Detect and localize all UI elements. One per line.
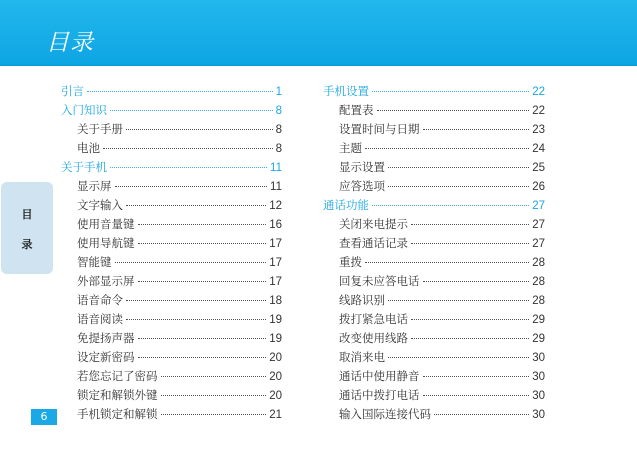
page-title: 目录: [46, 30, 94, 56]
toc-section-entry[interactable]: [323, 234, 545, 253]
toc-entry-label: 线路识别: [339, 293, 385, 307]
dot-leader: [138, 356, 267, 358]
toc-entry-label: 手机锁定和解锁: [77, 407, 158, 421]
dot-leader: [365, 261, 529, 263]
dot-leader: [110, 109, 273, 111]
toc-section-entry[interactable]: [323, 158, 545, 177]
dot-leader: [138, 242, 267, 244]
toc-entry-label: 关于手册: [77, 122, 123, 136]
dot-leader: [434, 413, 529, 415]
toc-entry-page: 20: [269, 390, 282, 402]
toc-entry-page: 26: [532, 181, 545, 193]
toc-entry-label: 通话中拨打电话: [339, 388, 420, 402]
dot-leader: [423, 128, 530, 130]
toc-entry-page: 16: [269, 219, 282, 231]
header-divider: [0, 64, 637, 66]
toc-chapter-entry[interactable]: [61, 158, 282, 177]
dot-leader: [365, 147, 529, 149]
dot-leader: [423, 394, 530, 396]
dot-leader: [161, 413, 267, 415]
toc-entry-page: 12: [269, 200, 282, 212]
toc-entry-label: 回复未应答电话: [339, 274, 420, 288]
toc-section-entry[interactable]: [61, 177, 282, 196]
dot-leader: [411, 318, 529, 320]
dot-leader: [388, 356, 529, 358]
toc-section-entry[interactable]: [61, 196, 282, 215]
toc-entry-page: 1: [275, 86, 282, 98]
toc-entry-label: 文字输入: [77, 198, 123, 212]
dot-leader: [161, 394, 267, 396]
toc-section-entry[interactable]: [323, 139, 545, 158]
toc-section-entry[interactable]: [323, 272, 545, 291]
toc-section-entry[interactable]: [61, 215, 282, 234]
toc-entry-label: 智能键: [77, 255, 112, 269]
side-tab: [1, 182, 53, 274]
toc-entry-page: 19: [269, 314, 282, 326]
toc-section-entry[interactable]: [323, 386, 545, 405]
toc-entry-page: 25: [532, 162, 545, 174]
toc-entry-page: 23: [532, 124, 545, 136]
toc-section-entry[interactable]: [323, 329, 545, 348]
side-tab-char-1: 目: [21, 208, 33, 221]
toc-entry-page: 29: [532, 314, 545, 326]
dot-leader: [138, 280, 267, 282]
toc-entry-label: 重拨: [339, 255, 362, 269]
toc-section-entry[interactable]: [323, 348, 545, 367]
header-bar: [0, 0, 637, 64]
toc-entry-label: 改变使用线路: [339, 331, 408, 345]
dot-leader: [372, 90, 529, 92]
dot-leader: [377, 109, 530, 111]
dot-leader: [161, 375, 267, 377]
toc-chapter-entry[interactable]: [323, 82, 545, 101]
toc-entry-page: 11: [270, 162, 282, 174]
toc-entry-label: 显示设置: [339, 160, 385, 174]
toc-entry-label: 关闭来电提示: [339, 217, 408, 231]
dot-leader: [87, 90, 273, 92]
dot-leader: [115, 261, 267, 263]
toc-chapter-entry[interactable]: [61, 101, 282, 120]
side-tab-char-2: 录: [21, 238, 33, 251]
toc-section-entry[interactable]: [61, 348, 282, 367]
dot-leader: [388, 185, 529, 187]
dot-leader: [115, 185, 268, 187]
toc-entry-page: 17: [269, 238, 282, 250]
dot-leader: [126, 318, 266, 320]
toc-entry-page: 8: [275, 105, 282, 117]
toc-section-entry[interactable]: [61, 291, 282, 310]
toc-section-entry[interactable]: [61, 120, 282, 139]
toc-entry-page: 20: [269, 352, 282, 364]
toc-section-entry[interactable]: [323, 253, 545, 272]
toc-chapter-entry[interactable]: [61, 82, 282, 101]
toc-entry-page: 22: [532, 86, 545, 98]
toc-entry-page: 8: [275, 124, 282, 136]
toc-entry-label: 语音阅读: [77, 312, 123, 326]
toc-entry-page: 11: [270, 181, 282, 193]
toc-section-entry[interactable]: [323, 177, 545, 196]
toc-entry-label: 查看通话记录: [339, 236, 408, 250]
toc-entry-label: 设置时间与日期: [339, 122, 420, 136]
toc-entry-label: 通话中使用静音: [339, 369, 420, 383]
dot-leader: [372, 204, 529, 206]
toc-entry-page: 29: [532, 333, 545, 345]
toc-entry-label: 入门知识: [61, 103, 107, 117]
toc-entry-label: 取消来电: [339, 350, 385, 364]
dot-leader: [126, 299, 266, 301]
toc-entry-label: 外部显示屏: [77, 274, 135, 288]
toc-section-entry[interactable]: [323, 291, 545, 310]
toc-entry-label: 主题: [339, 141, 362, 155]
toc-entry-label: 使用导航键: [77, 236, 135, 250]
toc-section-entry[interactable]: [61, 139, 282, 158]
toc-section-entry[interactable]: [323, 120, 545, 139]
toc-section-entry[interactable]: [323, 367, 545, 386]
toc-entry-page: 8: [275, 143, 282, 155]
toc-entry-page: 17: [269, 257, 282, 269]
dot-leader: [138, 337, 267, 339]
dot-leader: [388, 166, 529, 168]
toc-entry-label: 锁定和解锁外键: [77, 388, 158, 402]
toc-entry-label: 拨打紧急电话: [339, 312, 408, 326]
toc-section-entry[interactable]: [61, 386, 282, 405]
toc-entry-page: 24: [532, 143, 545, 155]
toc-entry-label: 免提扬声器: [77, 331, 135, 345]
dot-leader: [411, 242, 529, 244]
page-number-badge: 6: [31, 409, 57, 425]
dot-leader: [411, 337, 529, 339]
toc-entry-label: 电池: [77, 141, 100, 155]
toc-entry-page: 20: [269, 371, 282, 383]
toc-section-entry[interactable]: [61, 234, 282, 253]
toc-right-column: [323, 82, 545, 424]
toc-entry-label: 输入国际连接代码: [339, 407, 431, 421]
toc-entry-page: 28: [532, 295, 545, 307]
dot-leader: [110, 166, 267, 168]
dot-leader: [138, 223, 267, 225]
toc-entry-page: 30: [532, 352, 545, 364]
toc-entry-page: 27: [532, 238, 545, 250]
toc-entry-label: 语音命令: [77, 293, 123, 307]
toc-entry-page: 18: [269, 295, 282, 307]
toc-entry-page: 28: [532, 276, 545, 288]
toc-entry-page: 30: [532, 409, 545, 421]
toc-entry-page: 17: [269, 276, 282, 288]
toc-section-entry[interactable]: [61, 310, 282, 329]
dot-leader: [423, 375, 530, 377]
toc-entry-label: 通话功能: [323, 198, 369, 212]
toc-section-entry[interactable]: [323, 215, 545, 234]
toc-entry-label: 若您忘记了密码: [77, 369, 158, 383]
dot-leader: [388, 299, 529, 301]
dot-leader: [411, 223, 529, 225]
dot-leader: [103, 147, 273, 149]
toc-section-entry[interactable]: [61, 405, 282, 424]
toc-section-entry[interactable]: [323, 310, 545, 329]
toc-entry-page: 19: [269, 333, 282, 345]
toc-left-column: [61, 82, 282, 424]
dot-leader: [423, 280, 530, 282]
toc-entry-label: 显示屏: [77, 179, 112, 193]
toc-section-entry[interactable]: [61, 253, 282, 272]
toc-entry-page: 30: [532, 371, 545, 383]
toc-entry-page: 27: [532, 200, 545, 212]
toc-section-entry[interactable]: [323, 101, 545, 120]
toc-entry-label: 引言: [61, 84, 84, 98]
toc-entry-page: 28: [532, 257, 545, 269]
toc-section-entry[interactable]: [323, 405, 545, 424]
toc-entry-label: 关于手机: [61, 160, 107, 174]
toc-entry-label: 设定新密码: [77, 350, 135, 364]
toc-chapter-entry[interactable]: [323, 196, 545, 215]
toc-entry-page: 22: [532, 105, 545, 117]
toc-entry-label: 应答选项: [339, 179, 385, 193]
toc-entry-label: 配置表: [339, 103, 374, 117]
dot-leader: [126, 128, 273, 130]
toc-section-entry[interactable]: [61, 367, 282, 386]
toc-entry-page: 27: [532, 219, 545, 231]
toc-entry-page: 21: [269, 409, 282, 421]
dot-leader: [126, 204, 266, 206]
toc-section-entry[interactable]: [61, 272, 282, 291]
toc-entry-label: 使用音量键: [77, 217, 135, 231]
toc-section-entry[interactable]: [61, 329, 282, 348]
toc-entry-page: 30: [532, 390, 545, 402]
toc-entry-label: 手机设置: [323, 84, 369, 98]
